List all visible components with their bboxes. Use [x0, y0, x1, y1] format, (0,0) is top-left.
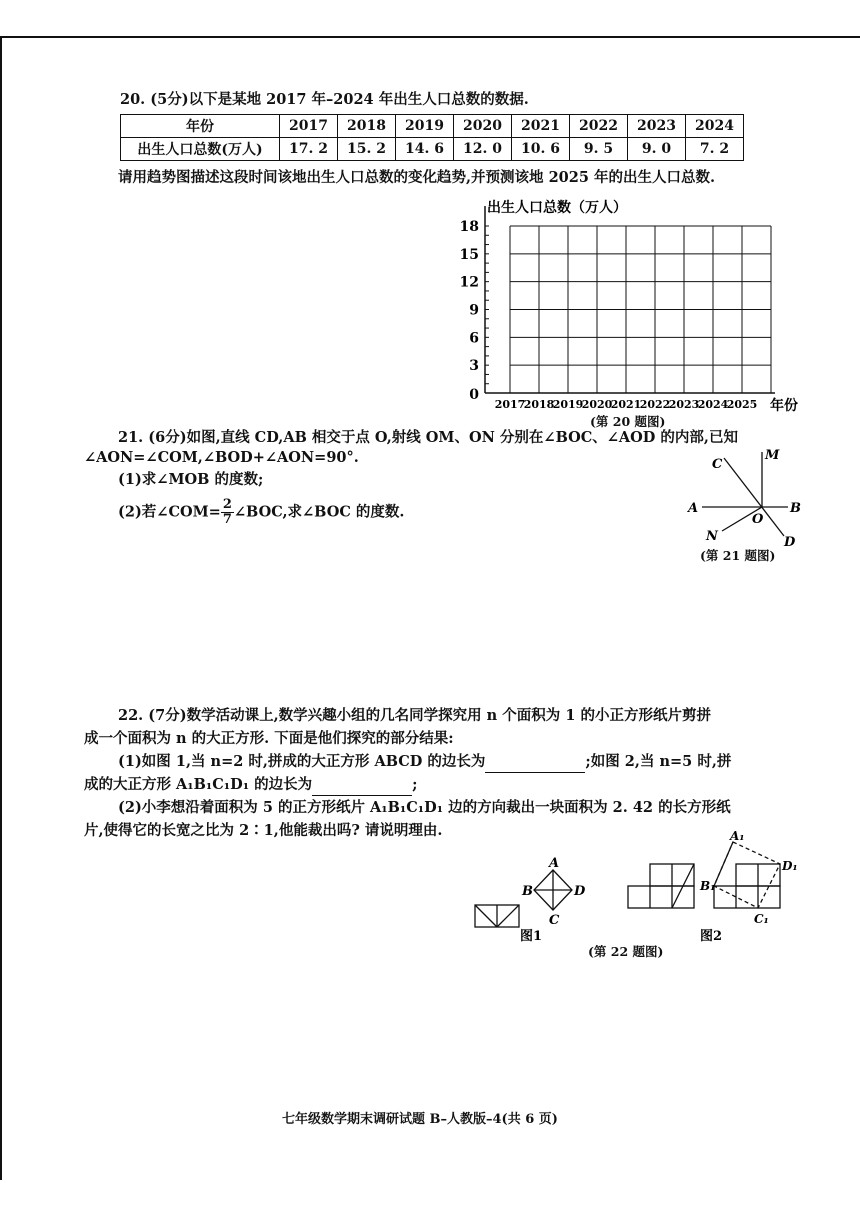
- table-cell: 9. 5: [570, 138, 628, 161]
- q21-line2: ∠AON=∠COM,∠BOD+∠AON=90°.: [84, 449, 359, 466]
- chart-y-ticks: [460, 219, 480, 403]
- table-cell: 2021: [512, 115, 570, 138]
- fig1-label-D: D: [574, 884, 586, 899]
- table-cell: 2022: [570, 115, 628, 138]
- table-cell: 2023: [628, 115, 686, 138]
- chart-grid: [510, 226, 771, 393]
- label-O: O: [752, 512, 764, 527]
- angle-diagram: [680, 440, 810, 560]
- table-cell: 17. 2: [280, 138, 338, 161]
- q21-part2-b: ∠BOC,求∠BOC 的度数.: [233, 503, 405, 521]
- q21-line1: 21. (6分)如图,直线 CD,AB 相交于点 O,射线 OM、ON 分别在∠BOC、∠AOD 的内部,已知: [118, 429, 738, 446]
- label-B: B: [790, 501, 801, 516]
- q21-part1: (1)求∠MOB 的度数;: [118, 471, 264, 488]
- table-row-values: [121, 138, 744, 161]
- table-row-years: [121, 115, 744, 138]
- birth-data-table: [120, 114, 744, 161]
- table-header-births: 出生人口总数(万人): [121, 138, 280, 161]
- table-cell: 9. 0: [628, 138, 686, 161]
- x-tick-label: 2020: [581, 398, 613, 411]
- table-cell: 2017: [280, 115, 338, 138]
- q22-line3: [118, 752, 731, 773]
- fig1-label-B: B: [522, 884, 533, 899]
- y-tick-label: 3: [469, 358, 479, 375]
- q21-caption: (第 21 题图): [700, 548, 776, 563]
- x-tick-label: 2021: [610, 398, 642, 411]
- y-tick-label: 9: [469, 302, 479, 319]
- fig1-label-C: C: [549, 913, 560, 928]
- y-tick-label: 18: [459, 219, 479, 235]
- chart-xlabel: 年份: [770, 398, 798, 414]
- chart-x-ticks: [495, 398, 758, 411]
- figure-1: [470, 850, 600, 950]
- x-tick-label: 2017: [494, 398, 526, 411]
- label-C: C: [712, 457, 723, 472]
- y-tick-label: 0: [469, 387, 479, 403]
- figure-2: [620, 830, 810, 950]
- table-cell: 2019: [396, 115, 454, 138]
- answer-blank-2[interactable]: [312, 775, 412, 796]
- table-cell: 7. 2: [686, 138, 744, 161]
- page-border-top: [0, 36, 860, 38]
- table-header-year: 年份: [121, 115, 280, 138]
- label-D: D: [784, 535, 796, 550]
- q20-instruction: 请用趋势图描述这段时间该地出生人口总数的变化趋势,并预测该地 2025 年的出生人口总数.: [118, 169, 716, 186]
- page-footer: 七年级数学期末调研试题 B–人教版–4(共 6 页): [282, 1112, 558, 1127]
- fig1-caption: 图1: [520, 929, 543, 944]
- fig2-label-D1: D₁: [782, 859, 798, 873]
- fraction-two-sevenths: [221, 498, 234, 527]
- frac-numerator: 2: [222, 497, 232, 512]
- x-tick-label: 2022: [639, 398, 671, 411]
- q22-caption: (第 22 题图): [588, 944, 664, 959]
- x-tick-label: 2024: [697, 398, 729, 411]
- y-tick-label: 15: [459, 246, 479, 263]
- x-tick-label: 2023: [668, 398, 700, 411]
- q22-line3-b: ;如图 2,当 n=5 时,拼: [585, 753, 732, 770]
- fig2-label-B1: B₁: [700, 879, 716, 893]
- x-tick-label: 2019: [552, 398, 584, 411]
- q20-heading: 20. (5分)以下是某地 2017 年–2024 年出生人口总数的数据.: [120, 91, 529, 108]
- table-cell: 2020: [454, 115, 512, 138]
- q21-part2: [118, 498, 404, 527]
- fig2-label-C1: C₁: [754, 912, 769, 926]
- q22-line4-a: 成的大正方形 A₁B₁C₁D₁ 的边长为: [84, 776, 313, 793]
- q22-line6: 片,使得它的长宽之比为 2∶1,他能裁出吗? 请说明理由.: [84, 822, 443, 839]
- x-tick-label: 2025: [726, 398, 758, 411]
- table-cell: 15. 2: [338, 138, 396, 161]
- q22-line2: 成一个面积为 n 的大正方形. 下面是他们探究的部分结果:: [84, 730, 454, 747]
- table-cell: 14. 6: [396, 138, 454, 161]
- chart-ylabel: 出生人口总数（万人）: [487, 200, 627, 216]
- q22-line5: (2)小李想沿着面积为 5 的正方形纸片 A₁B₁C₁D₁ 边的方向裁出一块面积为 2. 42 的长方形纸: [118, 799, 731, 816]
- page-border-left: [0, 36, 2, 1180]
- q20-caption: (第 20 题图): [590, 414, 666, 429]
- x-tick-label: 2018: [523, 398, 555, 411]
- label-M: M: [765, 448, 780, 463]
- y-tick-label: 6: [469, 330, 479, 347]
- label-A: A: [688, 501, 699, 516]
- q21-part2-a: (2)若∠COM=: [118, 503, 221, 521]
- label-N: N: [706, 529, 718, 544]
- q22-line4: [84, 775, 417, 796]
- blank-trend-chart: [440, 190, 820, 430]
- answer-blank-1[interactable]: [485, 752, 585, 773]
- frac-denominator: 7: [222, 512, 232, 527]
- q22-line1: 22. (7分)数学活动课上,数学兴趣小组的几名同学探究用 n 个面积为 1 的小正方形纸片剪拼: [118, 707, 711, 724]
- table-cell: 2024: [686, 115, 744, 138]
- q22-line3-a: (1)如图 1,当 n=2 时,拼成的大正方形 ABCD 的边长为: [118, 753, 486, 770]
- table-cell: 2018: [338, 115, 396, 138]
- q22-line4-b: ;: [412, 776, 418, 793]
- y-tick-label: 12: [459, 274, 479, 291]
- fig2-label-A1: A₁: [730, 830, 745, 843]
- fig1-label-A: A: [549, 856, 560, 871]
- fig2-caption: 图2: [700, 929, 723, 944]
- table-cell: 10. 6: [512, 138, 570, 161]
- table-cell: 12. 0: [454, 138, 512, 161]
